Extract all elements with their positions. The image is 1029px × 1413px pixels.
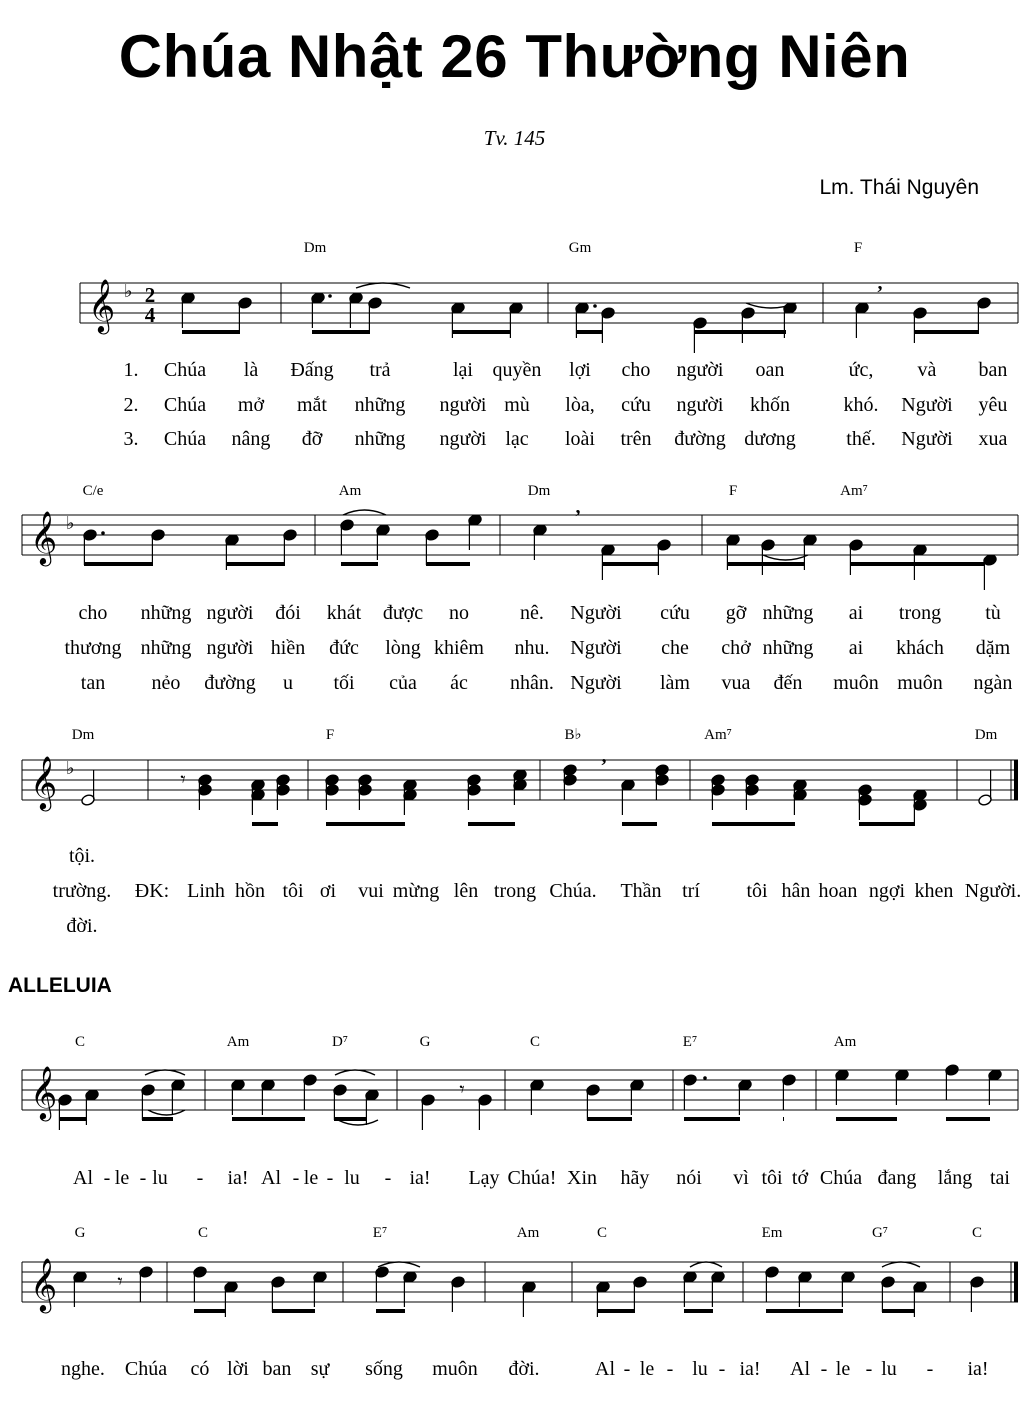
lyric-verse-2: mở — [237, 394, 265, 416]
lyric-verse-2: tôi — [746, 880, 768, 902]
lyric-alleluia: - — [666, 1358, 674, 1380]
lyric-verse-3: loài — [565, 428, 595, 450]
lyric-verse-1: Đấng — [290, 359, 334, 381]
alleluia-section-title: ALLELUIA — [8, 974, 112, 997]
lyric-verse-1: được — [382, 602, 424, 624]
beam — [946, 1117, 990, 1121]
lyric-verse-2: ai — [848, 637, 864, 659]
chord-symbol: Dm — [527, 483, 551, 499]
lyric-verse-2: tôi — [282, 880, 304, 902]
lyric-alleluia: nghe. — [61, 1358, 105, 1380]
melody-note — [601, 307, 616, 343]
key-signature-flat: ♭ — [124, 281, 133, 302]
lyric-alleluia: - — [103, 1167, 111, 1189]
melody-note — [303, 1074, 318, 1110]
augmentation-dot — [593, 304, 597, 308]
lyric-verse-2: những — [762, 637, 814, 659]
chord-symbol: Gm — [568, 240, 592, 256]
lyric-verse-2: hiền — [270, 637, 306, 659]
chord-symbol: Am — [833, 1034, 857, 1050]
lyric-verse-2: người — [206, 637, 254, 659]
beam — [468, 822, 515, 826]
chord-symbol: E⁷ — [682, 1034, 698, 1050]
melody-note — [855, 302, 870, 338]
lyric-verse-2: người — [676, 394, 724, 416]
breath-mark: , — [575, 496, 581, 518]
beam — [859, 822, 915, 826]
lyric-verse-2: ĐK: — [134, 880, 170, 902]
lyric-verse-2: lòng — [385, 637, 421, 659]
staff-psalm-2 — [22, 515, 1018, 555]
lyric-alleluia: hãy — [620, 1167, 650, 1189]
lyric-alleluia: đang — [877, 1167, 917, 1189]
lyric-verse-2: chở — [721, 637, 751, 659]
melody-note — [271, 1276, 286, 1312]
lyric-verse-3: của — [389, 672, 417, 694]
beam — [602, 562, 659, 566]
lyric-alleluia: Chúa — [819, 1167, 863, 1189]
lyric-alleluia: Al — [261, 1167, 281, 1189]
lyric-alleluia: sự — [310, 1358, 330, 1380]
lyric-verse-3: nẻo — [151, 672, 181, 694]
lyric-alleluia: lắng — [937, 1167, 973, 1189]
lyric-alleluia: Chúa — [124, 1358, 168, 1380]
lyric-verse-1: gỡ — [725, 602, 747, 624]
lyric-verse-2: những — [140, 637, 192, 659]
lyric-verse-3: 3. — [123, 428, 139, 450]
beam — [587, 1117, 632, 1121]
lyric-verse-3: lạc — [505, 428, 529, 450]
lyric-verse-1: cho — [621, 359, 651, 381]
lyric-verse-1: lại — [453, 359, 473, 381]
treble-clef-icon: 𝄞 — [30, 510, 58, 564]
lyric-verse-3: đường — [204, 672, 256, 694]
lyric-verse-1: là — [243, 359, 259, 381]
lyric-alleluia: có — [190, 1358, 210, 1380]
beam — [712, 822, 795, 826]
lyric-alleluia: lu — [692, 1358, 708, 1380]
augmentation-dot — [703, 1076, 707, 1080]
lyric-verse-1: và — [917, 359, 937, 381]
melody-note — [58, 1094, 73, 1130]
lyric-verse-1: trong — [898, 602, 942, 624]
slur — [145, 1070, 185, 1075]
lyric-alleluia: - — [292, 1167, 300, 1189]
melody-note — [693, 317, 708, 353]
melody-note — [83, 529, 98, 565]
lyric-verse-2: Chúa — [163, 394, 207, 416]
chord-symbol: Am — [338, 483, 362, 499]
beam — [694, 330, 786, 334]
melody-note — [139, 1266, 154, 1302]
melody-note — [633, 1276, 648, 1312]
lyric-alleluia: ban — [262, 1358, 292, 1380]
lyric-verse-2: hân — [781, 880, 811, 902]
lyric-verse-2: nhu. — [514, 637, 550, 659]
lyric-verse-2: ngợi — [868, 880, 906, 902]
lyric-alleluia: tớ — [791, 1167, 809, 1189]
lyric-alleluia: ia! — [227, 1167, 249, 1189]
lyric-verse-2: mù — [504, 394, 530, 416]
melody-note — [945, 1064, 960, 1100]
key-signature-flat: ♭ — [66, 513, 75, 534]
beam — [622, 822, 657, 826]
lyric-alleluia: ia! — [409, 1167, 431, 1189]
chord-symbol: E⁷ — [372, 1225, 388, 1241]
time-signature-bottom: 4 — [144, 303, 156, 327]
treble-clef-icon: 𝄞 — [30, 755, 58, 809]
melody-note — [983, 554, 998, 590]
lyric-alleluia: Xin — [567, 1167, 597, 1189]
eighth-rest-icon: 𝄾 — [117, 1269, 123, 1293]
chord-symbol: C — [971, 1225, 983, 1241]
lyric-alleluia: sống — [365, 1358, 403, 1380]
melody-note — [586, 1084, 601, 1120]
lyric-verse-3: những — [354, 428, 406, 450]
lyric-verse-2: đức — [329, 637, 359, 659]
melody-note — [451, 1276, 466, 1312]
lyric-verse-1: những — [140, 602, 192, 624]
augmentation-dot — [101, 531, 105, 535]
lyric-verse-3: nhân. — [510, 672, 554, 694]
lyric-verse-2: yêu — [978, 394, 1008, 416]
lyric-verse-1: cho — [78, 602, 108, 624]
lyric-verse-3: người — [439, 428, 487, 450]
melody-note — [621, 779, 636, 815]
lyric-alleluia: lu — [344, 1167, 360, 1189]
chord-symbol: Em — [761, 1225, 783, 1241]
lyric-verse-1: oan — [755, 359, 785, 381]
lyric-verse-2: che — [661, 637, 689, 659]
treble-clef-icon: 𝄞 — [30, 1257, 58, 1311]
lyric-verse-1: người — [676, 359, 724, 381]
lyric-verse-2: 2. — [123, 394, 139, 416]
lyric-verse-3: ngàn — [973, 672, 1013, 694]
lyric-alleluia: lu — [881, 1358, 897, 1380]
lyric-alleluia: - — [196, 1167, 204, 1189]
lyric-verse-3: làm — [660, 672, 690, 694]
lyric-verse-1: những — [762, 602, 814, 624]
melody-note — [601, 544, 616, 580]
final-barline-thick — [1014, 760, 1018, 800]
chord-symbol: F — [728, 483, 738, 499]
slur — [343, 510, 386, 515]
lyric-verse-2: dặm — [975, 637, 1011, 659]
treble-clef-icon: 𝄞 — [88, 278, 116, 332]
beam — [766, 1309, 843, 1313]
lyric-verse-1: no — [449, 602, 469, 624]
beam — [914, 330, 979, 334]
lyric-verse-1: Chúa — [163, 359, 207, 381]
staff-alleluia-1 — [22, 1070, 1018, 1110]
chord-symbol: D⁷ — [331, 1034, 349, 1050]
melody-note — [977, 297, 992, 333]
lyric-verse-2: Người — [570, 637, 622, 659]
beam — [312, 330, 370, 334]
lyric-verse-3: xua — [978, 428, 1008, 450]
melody-note — [970, 1276, 985, 1312]
lyric-verse-2: người — [439, 394, 487, 416]
lyric-verse-2: hoan — [818, 880, 858, 902]
lyric-verse-3: tan — [80, 672, 106, 694]
lyric-verse-1: quyền — [492, 359, 542, 381]
chord-symbol: C/e — [82, 483, 104, 499]
lyric-verse-3: đường — [674, 428, 726, 450]
melody-note — [849, 539, 864, 575]
melody-note — [741, 307, 756, 343]
lyric-verse-2: khó. — [843, 394, 879, 416]
beam — [59, 1117, 87, 1121]
eighth-rest-icon: 𝄾 — [459, 1077, 465, 1101]
lyric-alleluia: Al — [790, 1358, 810, 1380]
lyric-alleluia: muôn — [432, 1358, 478, 1380]
beam — [376, 1309, 405, 1313]
staff-alleluia-2 — [22, 1262, 1018, 1302]
beam — [452, 330, 511, 334]
lyric-verse-2: thương — [64, 637, 122, 659]
lyric-alleluia: le — [835, 1358, 851, 1380]
lyric-verse-2: lòa, — [565, 394, 595, 416]
chord-symbol: F — [853, 240, 863, 256]
melody-note — [421, 1094, 436, 1130]
lyric-alleluia: ia! — [967, 1358, 989, 1380]
lyric-verse-2: Người — [901, 394, 953, 416]
lyric-verse-1: Người — [570, 602, 622, 624]
beam — [882, 1309, 915, 1313]
breath-mark: , — [601, 745, 607, 767]
beam — [182, 330, 240, 334]
lyric-verse-3: trên — [620, 428, 652, 450]
beam — [426, 562, 470, 566]
lyric-verse-3: nâng — [231, 428, 271, 450]
lyric-alleluia: vì — [733, 1167, 749, 1189]
lyric-verse-2: hồn — [235, 880, 265, 902]
lyric-verse-2: khốn — [750, 394, 790, 416]
lyric-verse-2: mắt — [297, 394, 327, 416]
lyric-verse-2: trường. — [52, 880, 112, 902]
lyric-alleluia: - — [623, 1358, 631, 1380]
breath-mark: , — [877, 272, 883, 294]
lyric-alleluia: - — [865, 1358, 873, 1380]
lyric-alleluia: Chúa! — [507, 1167, 557, 1189]
lyric-alleluia: lu — [152, 1167, 168, 1189]
lyric-verse-3: đời. — [66, 915, 98, 937]
lyric-verse-2: ơi — [319, 880, 337, 902]
melody-note — [193, 1266, 208, 1302]
lyric-verse-1: người — [206, 602, 254, 624]
melody-note — [141, 1084, 156, 1120]
chord-symbol: Am⁷ — [704, 727, 732, 743]
key-signature-flat: ♭ — [66, 758, 75, 779]
chord-symbol: C — [197, 1225, 209, 1241]
chord-symbol: Dm — [303, 240, 327, 256]
lyric-verse-3: thế. — [846, 428, 876, 450]
lyric-verse-2: cứu — [621, 394, 651, 416]
lyric-alleluia: - — [820, 1358, 828, 1380]
chord-symbol: Dm — [974, 727, 998, 743]
lyric-verse-2: trong — [493, 880, 537, 902]
lyric-alleluia: - — [926, 1358, 934, 1380]
lyric-verse-3: ác — [450, 672, 468, 694]
slur — [148, 1110, 185, 1115]
lyric-verse-1: tù — [985, 602, 1001, 624]
lyric-verse-2: khen — [914, 880, 954, 902]
beam — [783, 1117, 784, 1121]
page-title: Chúa Nhật 26 Thường Niên — [118, 23, 911, 90]
melody-note — [765, 1266, 780, 1302]
beam — [850, 562, 985, 566]
slur — [335, 1070, 375, 1075]
lyric-verse-3: đỡ — [301, 428, 323, 450]
chord-symbol: B♭ — [564, 727, 582, 743]
lyric-verse-1: nê. — [520, 602, 544, 624]
final-barline-thick — [1014, 1262, 1018, 1302]
lyric-verse-1: lợi — [569, 359, 591, 381]
lyric-alleluia: đời. — [508, 1358, 540, 1380]
slur — [763, 555, 808, 560]
beam — [226, 562, 285, 566]
beam — [326, 822, 405, 826]
slur — [690, 1262, 722, 1267]
lyric-verse-3: Chúa — [163, 428, 207, 450]
slur — [356, 283, 410, 288]
melody-note — [881, 1276, 896, 1312]
augmentation-dot — [328, 294, 332, 298]
chord-symbol: Dm — [71, 727, 95, 743]
lyric-alleluia: ia! — [739, 1358, 761, 1380]
chord-symbol: C — [529, 1034, 541, 1050]
melody-note — [913, 544, 928, 580]
lyric-verse-2: trí — [682, 880, 700, 902]
beam — [576, 330, 603, 334]
melody-note — [238, 297, 253, 333]
lyric-verse-2: những — [354, 394, 406, 416]
chord-symbol: G — [74, 1225, 86, 1241]
beam — [597, 1309, 635, 1313]
lyric-verse-3: u — [283, 672, 293, 694]
melody-note — [522, 1281, 537, 1317]
lyric-verse-3: đến — [773, 672, 803, 694]
half-note — [81, 770, 96, 806]
psalm-reference: Tv. 145 — [483, 126, 546, 150]
beam — [194, 1309, 226, 1313]
lyric-alleluia: - — [326, 1167, 334, 1189]
chord-symbol: G — [419, 1034, 431, 1050]
lyric-verse-2: Chúa. — [549, 880, 597, 902]
lyric-alleluia: tôi — [761, 1167, 783, 1189]
treble-clef-icon: 𝄞 — [30, 1065, 58, 1119]
lyric-verse-1: ức, — [848, 359, 874, 381]
lyric-verse-1: trả — [369, 359, 391, 381]
lyric-verse-2: mừng — [392, 880, 440, 902]
lyric-alleluia: Al — [73, 1167, 93, 1189]
slur — [882, 1262, 920, 1267]
eighth-rest-icon: 𝄾 — [180, 767, 186, 791]
half-note — [978, 770, 993, 806]
melody-note — [368, 297, 383, 333]
beam — [252, 822, 278, 826]
time-signature-top: 2 — [144, 283, 156, 307]
slur — [378, 1262, 420, 1267]
lyric-verse-1: ban — [978, 359, 1008, 381]
lyric-alleluia: nói — [676, 1167, 702, 1189]
lyric-alleluia: lời — [227, 1358, 249, 1380]
lyric-verse-3: Người — [901, 428, 953, 450]
melody-note — [340, 519, 355, 555]
lyric-verse-2: khách — [896, 637, 944, 659]
melody-note — [683, 1074, 698, 1110]
lyric-verse-1: 1. — [123, 359, 139, 381]
lyric-alleluia: le — [639, 1358, 655, 1380]
lyric-verse-1: khát — [326, 602, 362, 624]
chord-symbol: C — [596, 1225, 608, 1241]
beam — [727, 562, 805, 566]
lyric-verse-3: vua — [721, 672, 751, 694]
lyric-verse-2: vui — [358, 880, 384, 902]
beam — [684, 1309, 713, 1313]
melody-note — [913, 307, 928, 343]
lyric-verse-2: Linh — [187, 880, 225, 902]
melody-note — [478, 1094, 493, 1130]
lyric-verse-1: ai — [848, 602, 864, 624]
lyric-verse-1: đói — [275, 602, 301, 624]
beam — [684, 1117, 740, 1121]
chord-symbol: Am — [516, 1225, 540, 1241]
melody-note — [657, 539, 672, 575]
lyric-verse-3: muôn — [833, 672, 879, 694]
melody-note — [782, 1074, 797, 1110]
lyric-alleluia: le — [114, 1167, 130, 1189]
lyric-verse-3: muôn — [897, 672, 943, 694]
lyric-verse-2: Thần — [620, 880, 662, 902]
melody-note — [375, 1266, 390, 1302]
lyric-verse-3: Người — [570, 672, 622, 694]
lyric-verse-2: lên — [453, 880, 479, 902]
chord-symbol: C — [74, 1034, 86, 1050]
beam — [341, 562, 378, 566]
chord-symbol: Am⁷ — [840, 483, 868, 499]
beam — [84, 562, 153, 566]
lyric-verse-1: cứu — [660, 602, 690, 624]
lyric-alleluia: Al — [595, 1358, 615, 1380]
lyric-verse-3: tối — [333, 672, 355, 694]
lyric-alleluia: - — [384, 1167, 392, 1189]
melody-note — [151, 529, 166, 565]
beam — [836, 1117, 897, 1121]
chord-symbol: F — [325, 727, 335, 743]
melody-note — [425, 529, 440, 565]
lyric-verse-2: Người. — [964, 880, 1022, 902]
lyric-verse-3: dương — [744, 428, 796, 450]
composer-name: Lm. Thái Nguyên — [819, 176, 979, 199]
lyric-alleluia: tai — [990, 1167, 1010, 1189]
lyric-alleluia: - — [718, 1358, 726, 1380]
chord-symbol: G⁷ — [871, 1225, 889, 1241]
lyric-alleluia: - — [139, 1167, 147, 1189]
melody-note — [333, 1084, 348, 1120]
chord-symbol: Am — [226, 1034, 250, 1050]
beam — [142, 1117, 173, 1121]
lyric-alleluia: Lạy — [468, 1167, 500, 1189]
lyric-verse-2: khiêm — [434, 637, 484, 659]
beam — [232, 1117, 305, 1121]
beam — [272, 1309, 315, 1313]
melody-note — [283, 529, 298, 565]
lyric-alleluia: le — [303, 1167, 319, 1189]
lyric-verse-1: tội. — [68, 845, 96, 867]
